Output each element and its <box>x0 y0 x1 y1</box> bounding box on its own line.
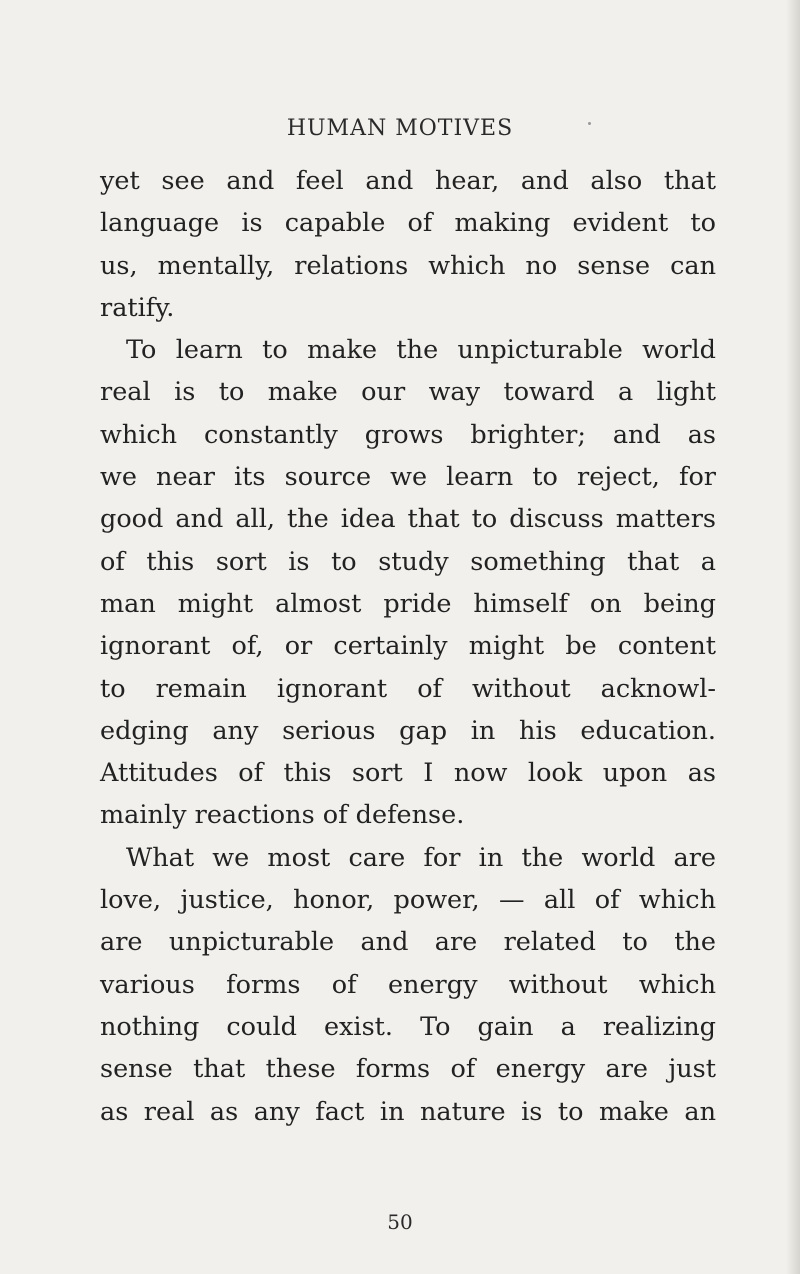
text-line: sense that these forms of energy are just <box>100 1054 716 1085</box>
text-line: ignorant of, or certainly might be content <box>100 631 716 662</box>
text-line: as real as any fact in nature is to make an <box>100 1096 716 1127</box>
text-line: nothing could exist. To gain a realizing <box>100 1011 716 1042</box>
text-line: to remain ignorant of without acknowl- <box>100 673 716 704</box>
text-line: yet see and feel and hear, and also that <box>100 166 716 196</box>
text-line: us, mentally, relations which no sense can <box>100 250 716 281</box>
text-line: Attitudes of this sort I now look upon as <box>100 758 716 789</box>
text-line: language is capable of making evident to <box>100 208 716 239</box>
body-text <box>100 160 716 1133</box>
text-line: mainly reactions of defense. <box>100 800 465 831</box>
text-line: good and all, the idea that to discuss matters <box>100 504 716 535</box>
text-line: love, justice, honor, power, — all of which <box>100 885 716 916</box>
text-line: of this sort is to study something that a <box>100 546 716 577</box>
text-line: To learn to make the unpicturable world <box>126 335 716 366</box>
text-line: What we most care for in the world are <box>126 842 716 873</box>
text-line: we near its source we learn to reject, for <box>100 462 716 493</box>
text-line: man might almost pride himself on being <box>100 588 716 619</box>
text-line: real is to make our way toward a light <box>100 377 716 408</box>
text-line: which constantly grows brighter; and as <box>100 419 716 450</box>
text-line: ratify. <box>100 292 175 323</box>
text-line: various forms of energy without which <box>100 969 716 1000</box>
text-line: edging any serious gap in his education. <box>100 715 716 746</box>
text-line: are unpicturable and are related to the <box>100 927 716 958</box>
running-head: HUMAN MOTIVES <box>286 116 514 141</box>
page-edge-shadow <box>786 0 800 1274</box>
page-number: 50 <box>387 1210 413 1234</box>
